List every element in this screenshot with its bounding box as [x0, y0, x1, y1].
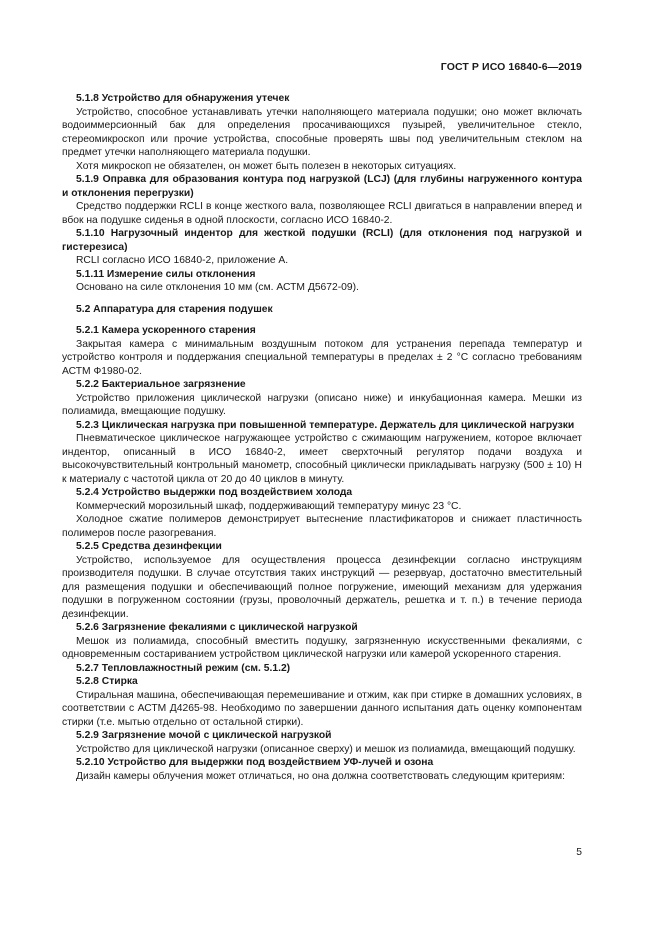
section-heading: 5.2.4 Устройство выдержки под воздействием холода — [76, 487, 353, 498]
body-paragraph: Пневматическое циклическое нагружающее устройство с сжимающим нагружением, которое включает индентор, описанный в ИСО 16840-2, имеет сверхточный регулятор подачи воздуха и высокочувствительный контрольный манометр, способный циклически прикладывать нагрузку (500 ± 10) Н к материалу с частотой цикла от 20 до 40 циклов в минуту. — [62, 433, 582, 485]
section-heading: 5.2.9 Загрязнение мочой с циклической нагрузкой — [76, 730, 332, 741]
body-paragraph: Устройство, способное устанавливать утечки наполняющего материала подушки; оно может включать водоиммерсионный бак для определения просачивающихся пузырей, увеличительное стекло, стереомикроскоп или прочие устройства, способные проверять швы под увеличительным стеклом на предмет утечки наполняющего материала подушки. — [62, 106, 582, 158]
page-number: 5 — [576, 847, 582, 858]
section-heading: 5.2.3 Циклическая нагрузка при повышенной температуре. Держатель для циклической нагрузки — [76, 419, 575, 431]
body-paragraph: Хотя микроскоп не обязателен, он может быть полезен в некоторых ситуациях. — [76, 160, 457, 172]
section-heading: 5.2.10 Устройство для выдержки под воздействием УФ-лучей и озона — [76, 757, 434, 768]
body-paragraph: Устройство приложения циклической нагрузки (описано ниже) и инкубационная камера. Мешки из полиамида, вмещающие подушку. — [62, 392, 582, 417]
body-paragraph: Средство поддержки RCLI в конце жесткого вала, позволяющее RCLI двигаться в направлении вперед и вбок на подушке сиденья в одной плоскости, согласно ИСО 16840-2. — [62, 201, 582, 226]
body-paragraph: Основано на силе отклонения 10 мм (см. АСТМ Д5672-09). — [76, 282, 359, 293]
body-paragraph: Устройство, используемое для осуществления процесса дезинфекции согласно инструкциям производителя подушки. В случае отсутствия таких инструкций — резервуар, достаточно вместительный для размещения подушки и обеспечивающий полное погружение, имеющий механизм для удержания подушки в погруженном состоянии (грузы, проволочный держатель, решетка и т. п.) в течение периода дезинфекции. — [62, 554, 582, 620]
section-heading: 5.2.8 Стирка — [76, 676, 138, 687]
section-heading: 5.2.2 Бактериальное загрязнение — [76, 379, 246, 390]
body-paragraph: Устройство для циклической нагрузки (описанное сверху) и мешок из полиамида, вмещающий подушку. — [76, 743, 576, 755]
body-paragraph: Стиральная машина, обеспечивающая перемешивание и отжим, как при стирке в домашних условиях, в соответствии с АСТМ Д4265-98. Необходимо по завершении данного испытания дать оценку компонентам стирки (т.е. мытью отдельно от остальной стирки). — [62, 689, 582, 728]
section-heading: 5.2.1 Камера ускоренного старения — [76, 325, 256, 336]
body-paragraph: Коммерческий морозильный шкаф, поддерживающий температуру минус 23 °С. — [76, 500, 462, 512]
section-heading: 5.2.5 Средства дезинфекции — [76, 541, 222, 552]
section-heading: 5.2 Аппаратура для старения подушек — [76, 303, 273, 315]
body-paragraph: RCLI согласно ИСО 16840-2, приложение А. — [76, 255, 289, 266]
section-heading: 5.2.6 Загрязнение фекалиями с циклической нагрузкой — [76, 622, 358, 633]
standard-designation: ГОСТ Р ИСО 16840-6—2019 — [440, 61, 582, 73]
body-paragraph: Дизайн камеры облучения может отличаться, но она должна соответствовать следующим критериям: — [76, 770, 565, 782]
document-body — [62, 92, 582, 783]
section-heading: 5.1.8 Устройство для обнаружения утечек — [76, 93, 290, 104]
section-heading: 5.2.7 Тепловлажностный режим (см. 5.1.2) — [76, 662, 291, 674]
section-heading: 5.1.9 Оправка для образования контура под нагрузкой (LCJ) (для глубины нагруженного контура и отклонения перегрузки) — [62, 174, 582, 199]
section-heading: 5.1.11 Измерение силы отклонения — [76, 268, 256, 280]
body-paragraph: Закрытая камера с минимальным воздушным потоком для устранения перепада температур и устройство контроля и поддержания специальной температуры в пределах ± 2 °С согласно требованиям АСТМ Ф1980-02. — [62, 338, 582, 377]
body-paragraph: Холодное сжатие полимеров демонстрирует вытеснение пластификаторов и снижает пластичность полимеров после разогревания. — [62, 514, 582, 539]
body-paragraph: Мешок из полиамида, способный вместить подушку, загрязненную искусственными фекалиями, с одновременным состариванием устройством циклической нагрузки или камерой ускоренного старения. — [62, 635, 582, 660]
section-heading: 5.1.10 Нагрузочный индентор для жесткой подушки (RCLI) (для отклонения под нагрузкой и гистерезиса) — [62, 228, 582, 253]
